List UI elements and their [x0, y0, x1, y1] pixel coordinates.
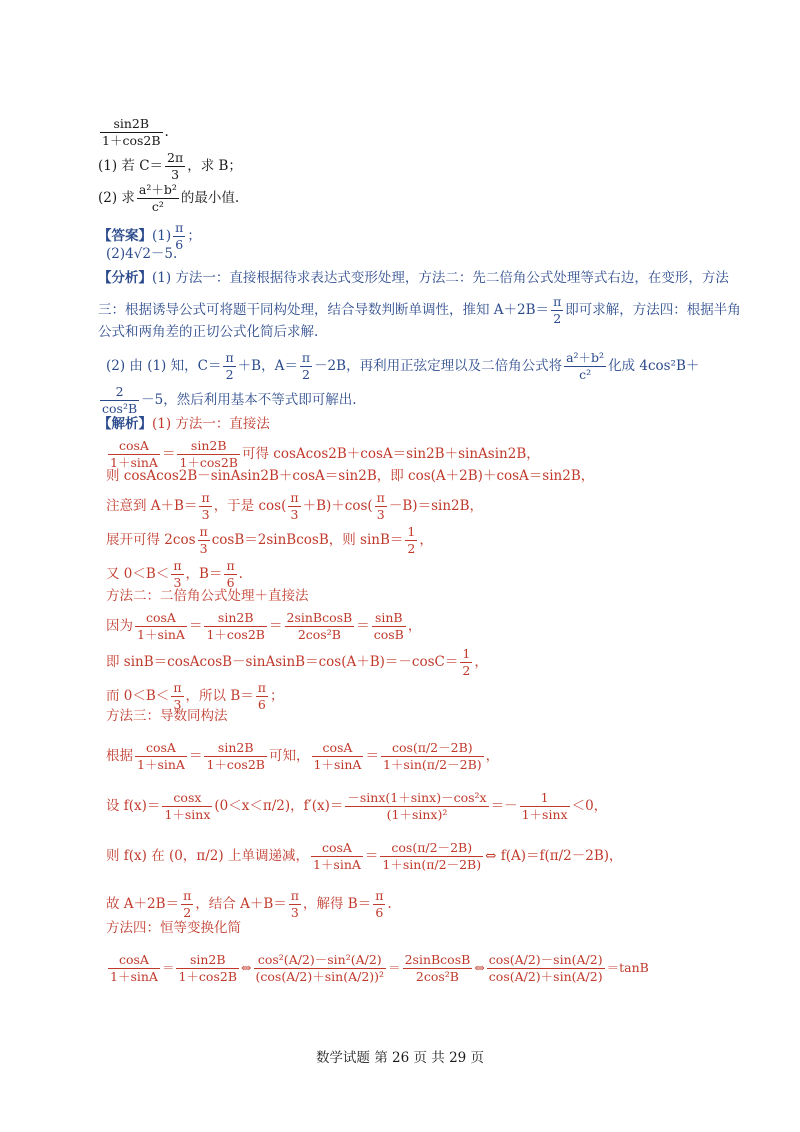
fraction-denominator: 3: [290, 905, 299, 920]
solution-text: cosB＝2sinBcosB，则 sinB＝: [211, 532, 404, 548]
analysis-text: 即可求解，方法四：根据半角: [565, 302, 741, 318]
solution-fraction: [135, 740, 187, 773]
fraction-numerator: a²＋b²: [566, 350, 605, 365]
equals: ＝: [188, 618, 203, 634]
solution-text: 可得 cosAcos2B＋cosA＝sin2B＋sinAsin2B，: [242, 446, 540, 462]
fraction-numerator: π: [376, 490, 385, 505]
solution-text: ＋B)＋cos(: [302, 498, 373, 514]
solution-line-2: 则 cosAcos2B－sinAsin2B＋cosA＝sin2B，即 cos(A＋2B)＋cosA＝sin2B，: [106, 468, 595, 484]
solution-text: ，: [474, 654, 488, 670]
solution-fraction: [285, 610, 355, 643]
fraction-denominator: (cos(A/2)＋sin(A/2))²: [255, 969, 385, 984]
solution-fraction: [312, 740, 364, 773]
solution-line-13: $\frac{\cos A}{1+\sin A}$ ＝ $\frac{\sin 2B}{1+\cos 2B}$ ⇔ $\frac{\text{cos²(A/2)－sin²(A/2)}}{\text{(cos(A/2)＋sin(A/2))²}}$ ＝ $\frac{\text{2sinBcosB}}{\text{2cos²B}}$ ⇔ $\frac{\cos(A/2)-\sin(A/2)}{\cos(A/2)+\sin(A/2)}$ ＝tanB: [110, 952, 649, 984]
analysis-text: (1) 方法一：直接根据待求表达式变形处理，方法二：先二倍角公式处理等式右边，在变形，方法: [152, 270, 729, 286]
method-4-title: 方法四：恒等变换化简: [106, 920, 241, 936]
q1-text-end: ，求 B；: [187, 158, 242, 174]
fraction-denominator: (1＋sinx)²: [386, 807, 448, 822]
solution-fraction: [487, 952, 605, 985]
fraction-numerator: sin2B: [177, 438, 240, 455]
method-3-title: 方法三：导数同构法: [106, 708, 228, 724]
analysis-line-5: [98, 384, 357, 417]
solution-text: 展开可得 2cos: [106, 532, 196, 548]
fraction-numerator: sin2B: [204, 740, 267, 757]
fraction-denominator: 1＋sinA: [137, 757, 185, 772]
q2-text-end: 的最小值.: [180, 190, 240, 206]
solution-text: ；: [269, 688, 284, 704]
fraction-denominator: 3: [173, 575, 182, 590]
solution-text: 注意到 A＋B＝: [106, 498, 198, 514]
fraction-denominator: 2: [301, 367, 310, 382]
analysis-fraction: [100, 384, 139, 417]
solution-line-4: [106, 524, 433, 557]
fraction-numerator: cosA: [311, 840, 363, 857]
solution-text: 则 f(x) 在 (0，π/2) 上单调递减，: [106, 848, 309, 864]
fraction-denominator: 1＋sin(π/2－2B): [382, 757, 482, 772]
analysis-text: －2B，再利用正弦定理以及二倍角公式将: [314, 358, 563, 374]
method-title: (1) 方法一：直接法: [152, 416, 270, 432]
fraction-numerator: 1: [520, 790, 570, 807]
method-2-title: 方法二：二倍角公式处理＋直接法: [106, 588, 309, 604]
fraction-numerator: cos(π/2－2B): [381, 740, 484, 757]
fraction-numerator: π: [173, 558, 182, 573]
fraction-numerator: a²＋b²: [138, 182, 177, 197]
fraction-denominator: cos²B: [102, 401, 138, 416]
fraction-denominator: cos(A/2)＋sin(A/2): [488, 969, 603, 984]
fraction-denominator: c²: [151, 199, 164, 214]
analysis-fraction: [564, 350, 606, 383]
solution-line-6: [106, 610, 421, 643]
fraction-denominator: 1＋sinA: [312, 857, 361, 872]
q2-text: (2) 求: [98, 190, 135, 206]
fraction-denominator: 1＋cos2B: [178, 969, 238, 984]
solution-line-11: [106, 840, 623, 873]
fraction-denominator: 2: [225, 367, 234, 382]
solution-text: (0＜x＜π/2)，f′(x)＝: [214, 798, 344, 814]
fraction-numerator: 2sinBcosB: [286, 610, 353, 625]
page-footer: 数学试题 第 26 页 共 29 页: [315, 1050, 485, 1066]
solution-fraction: [108, 952, 160, 985]
solution-text: ，: [407, 618, 422, 634]
analysis-fraction: [223, 350, 235, 383]
answer-1-end: ；: [187, 228, 201, 244]
solution-fraction: [204, 740, 267, 773]
fraction-denominator: 2: [407, 541, 416, 556]
solution-text: ⇔ f(A)＝f(π/2－2B)，: [485, 848, 623, 864]
fraction-denominator: 3: [171, 167, 180, 182]
fraction-denominator: cosB: [373, 627, 404, 642]
equals: ＝: [188, 748, 203, 764]
solution-fraction: [256, 680, 268, 713]
period: .: [164, 124, 169, 140]
analysis-text: 三：根据诱导公式可将题干同构处理，结合导数判断单调性，推知 A＋2B＝: [98, 302, 550, 318]
fraction-numerator: cosx: [162, 790, 212, 807]
solution-text: 设 f(x)＝: [106, 798, 161, 814]
fraction-numerator: π: [183, 888, 192, 903]
solution-fraction: [311, 840, 363, 873]
intro-fraction-line: [98, 116, 169, 149]
solution-text: ，: [485, 748, 500, 764]
solution-title: [98, 414, 270, 434]
fraction-numerator: 1: [407, 524, 416, 539]
fraction-denominator: 1＋cos2B: [206, 757, 265, 772]
solution-text: 而 0＜B＜: [106, 688, 170, 704]
fraction-numerator: 2π: [167, 150, 184, 165]
solution-text: ，结合 A＋B＝: [195, 896, 287, 912]
solution-fraction: [460, 646, 472, 679]
fraction-numerator: cosA: [312, 740, 364, 757]
fraction-numerator: π: [199, 524, 208, 539]
solution-text: 根据: [106, 748, 133, 764]
solution-fraction: [375, 490, 387, 523]
fraction-denominator: 6: [375, 905, 384, 920]
equals: ＝: [356, 618, 370, 634]
fraction-numerator: －sinx(1＋sinx)－cos²x: [347, 790, 487, 805]
analysis-fraction: [300, 350, 312, 383]
solution-fraction: [380, 840, 483, 873]
fraction-denominator: 1＋cos2B: [206, 627, 265, 642]
question-1: [98, 150, 242, 183]
solution-text: ，所以 B＝: [185, 688, 254, 704]
solution-text: ，B＝: [185, 566, 223, 582]
solution-fraction: [289, 888, 301, 921]
solution-fraction: [198, 524, 210, 557]
solution-line-12: [106, 888, 392, 921]
solution-text: ，于是 cos(: [213, 498, 287, 514]
solution-text: .: [238, 566, 243, 582]
solution-fraction: [373, 888, 385, 921]
solution-fraction: [204, 610, 267, 643]
fraction-denominator: 1＋sinA: [110, 455, 158, 470]
solution-text: ＜0，: [571, 798, 608, 814]
fraction-denominator: 6: [175, 237, 184, 252]
fraction-denominator: 6: [226, 575, 235, 590]
fraction-denominator: 3: [376, 507, 385, 522]
answer-line-2: (2)4√2－5.: [106, 246, 178, 262]
solution-text: ＝tanB: [606, 960, 649, 975]
fraction-numerator: π: [290, 490, 299, 505]
fraction-denominator: 2cos²B: [415, 969, 459, 984]
fraction-denominator: 1＋sinA: [110, 969, 158, 984]
fraction-numerator: sin2B: [204, 610, 267, 627]
fraction-numerator: cos(π/2－2B): [380, 840, 483, 857]
answer-1-text: (1): [152, 228, 172, 244]
equals: ＝: [161, 446, 176, 462]
fraction-numerator: 2: [100, 384, 139, 401]
fraction-numerator: cosA: [108, 438, 160, 455]
fraction-numerator: cosA: [135, 610, 187, 627]
analysis-text: (2) 由 (1) 知，C＝: [106, 358, 222, 374]
fraction-numerator: sinB: [372, 610, 406, 627]
q1-fraction: [165, 150, 185, 183]
fraction-denominator: 1＋sinA: [137, 627, 185, 642]
fraction-denominator: 3: [199, 541, 208, 556]
equals: ＝: [269, 618, 283, 634]
fraction-numerator: π: [225, 350, 234, 365]
fraction-denominator: c²: [579, 367, 592, 382]
solution-label: 【解析】: [98, 416, 152, 432]
fraction-numerator: π: [375, 888, 384, 903]
fraction-numerator: π: [301, 350, 311, 365]
fraction-numerator: π: [175, 220, 184, 235]
fraction-denominator: 1＋sinA: [313, 757, 362, 772]
analysis-text: 化成 4cos²B＋: [608, 358, 700, 374]
fraction-numerator: sin2B: [176, 952, 239, 969]
answer-label: 【答案】: [98, 228, 152, 244]
fraction-numerator: π: [290, 888, 299, 903]
analysis-line-1: [98, 268, 729, 288]
solution-fraction: [176, 952, 239, 985]
fraction-denominator: 6: [257, 697, 266, 712]
solution-fraction: [162, 790, 212, 823]
fraction-denominator: 3: [201, 507, 210, 522]
solution-line-10: 设 f(x)＝ $\frac{\cos x}{1+\sin x}$ (0＜x＜π/2)，f′(x)＝ $\frac{\text{－sinx(1＋sinx)－cos²x}}{\text{(1＋sinx)²}}$ ＝－ $\frac{1}{1+\sin x}$ ＜0，: [106, 790, 608, 822]
solution-line-9: [106, 740, 499, 773]
q1-text: (1) 若 C＝: [98, 158, 164, 174]
analysis-line-3: 公式和两角差的正切公式化简后求解.: [98, 324, 319, 340]
fraction-numerator: π: [201, 490, 210, 505]
solution-line-3: [106, 490, 483, 523]
solution-line-7: [106, 646, 488, 679]
fraction-denominator: 2: [462, 663, 471, 678]
equals: ＝: [365, 748, 379, 764]
solution-fraction: [199, 490, 211, 523]
fraction-denominator: 2: [553, 311, 562, 326]
solution-text: 故 A＋2B＝: [106, 896, 180, 912]
solution-fraction: [288, 490, 300, 523]
fraction-denominator: 2cos²B: [297, 627, 341, 642]
equals: ＝: [161, 960, 175, 975]
fraction-numerator: 2sinBcosB: [404, 952, 471, 967]
fraction-denominator: 3: [173, 697, 182, 712]
fraction-denominator: 1＋cos2B: [179, 455, 238, 470]
solution-fraction: [345, 790, 488, 823]
fraction-numerator: sin2B: [100, 116, 163, 133]
fraction-denominator: 3: [290, 507, 299, 522]
fraction-denominator: 1＋cos2B: [102, 133, 161, 148]
intro-fraction: [100, 116, 163, 149]
solution-fraction: [405, 524, 417, 557]
q2-fraction: [137, 182, 179, 215]
fraction-numerator: cosA: [135, 740, 187, 757]
fraction-denominator: 2: [183, 905, 192, 920]
analysis-text: －5，然后利用基本不等式即可解出.: [141, 392, 357, 408]
question-2: [98, 182, 239, 215]
solution-fraction: [403, 952, 473, 985]
solution-text: .: [387, 896, 392, 912]
solution-fraction: [372, 610, 406, 643]
fraction-numerator: 1: [462, 646, 471, 661]
solution-fraction: [135, 610, 187, 643]
fraction-denominator: 1＋sinx: [164, 807, 211, 822]
solution-fraction: [381, 740, 484, 773]
analysis-fraction: [551, 294, 563, 327]
fraction-numerator: cosA: [108, 952, 160, 969]
solution-fraction: [254, 952, 387, 985]
analysis-text: ＋B，A＝: [237, 358, 298, 374]
solution-fraction: [181, 888, 193, 921]
fraction-numerator: cos(A/2)－sin(A/2): [488, 952, 603, 967]
solution-text: 即 sinB＝cosAcosB－sinAsinB＝cos(A＋B)＝－cosC＝: [106, 654, 459, 670]
analysis-label: 【分析】: [98, 270, 152, 286]
solution-text: 可知，: [269, 748, 310, 764]
fraction-numerator: π: [226, 558, 235, 573]
solution-text: －B)＝sin2B，: [388, 498, 484, 514]
fraction-numerator: π: [553, 294, 562, 309]
equals: ＝: [364, 848, 379, 864]
analysis-line-4: [106, 350, 699, 383]
solution-fraction: [520, 790, 570, 823]
solution-text: ，: [419, 532, 433, 548]
equals: ＝: [388, 960, 401, 975]
fraction-numerator: π: [257, 680, 266, 695]
fraction-denominator: 1＋sinx: [521, 807, 568, 822]
fraction-denominator: 1＋sin(π/2－2B): [382, 857, 482, 872]
fraction-numerator: π: [173, 680, 182, 695]
solution-text: 因为: [106, 618, 133, 634]
solution-text: ，解得 B＝: [302, 896, 372, 912]
solution-text: 又 0＜B＜: [106, 566, 170, 582]
fraction-numerator: cos²(A/2)－sin²(A/2): [254, 952, 387, 969]
